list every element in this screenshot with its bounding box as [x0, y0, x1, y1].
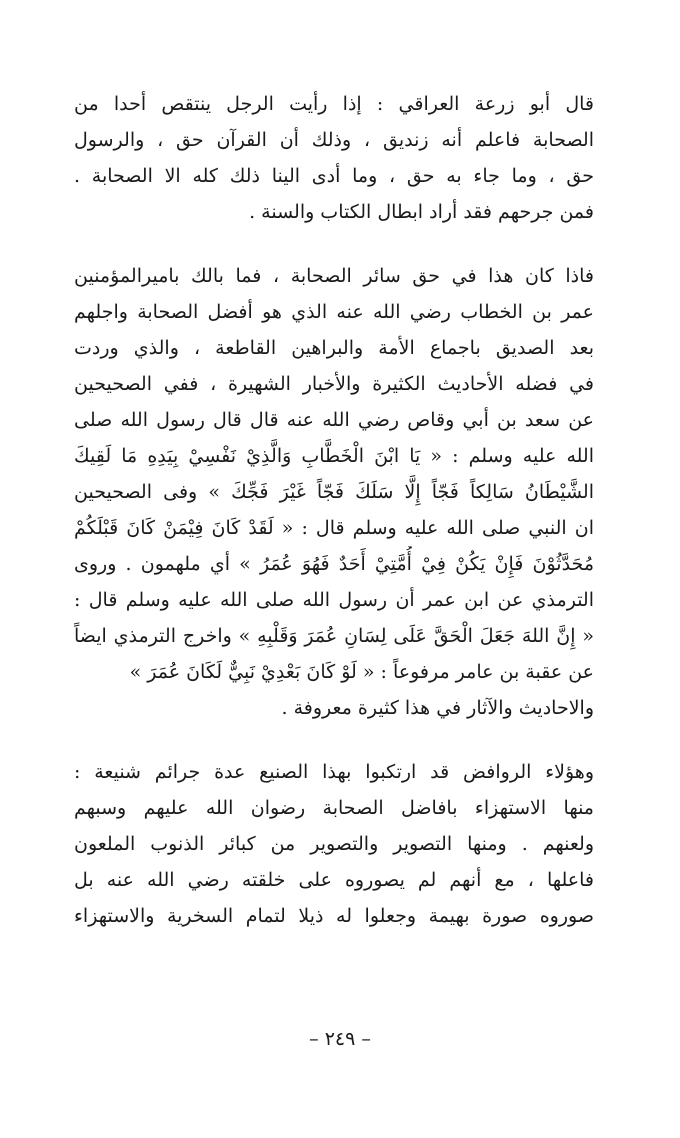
- text-line: في فضله الأحاديث الكثيرة والأخبار الشهيرة ، ففي الصحيحين: [74, 373, 594, 395]
- paragraph-rawafid-crimes: [74, 754, 594, 934]
- text-line: ولعنهم . ومنها التصوير والتصوير من كبائر الذنوب الملعون: [74, 833, 594, 855]
- text-line: قال أبو زرعة العراقي : إذا رأيت الرجل ينتقص أحدا من: [74, 93, 594, 115]
- text-line: منها الاستهزاء بافاضل الصحابة رضوان الله عليهم وسبهم: [74, 797, 594, 819]
- text-line: فاعلها ، مع أنهم لم يصوروه على خلقته رضي الله عنه بل: [74, 869, 594, 891]
- paragraph-abu-zura: [74, 86, 594, 230]
- text-line: عن سعد بن أبي وقاص رضي الله عنه قال قال رسول الله صلى: [74, 409, 594, 431]
- text-line: الترمذي عن ابن عمر أن رسول الله صلى الله عليه وسلم قال :: [74, 589, 594, 611]
- text-line: الشَّيْطَانُ سَالِكاً فَجّاً إِلَّا سَلَكَ فَجّاً غَيْرَ فَجِّكَ » وفى الصحيحين: [74, 481, 594, 503]
- text-line: الله عليه وسلم : « يَا ابْنَ الْخَطَّابِ وَالَّذِيْ نَفْسِيْ بِيَدِهِ مَا لَقِيكَ: [74, 445, 594, 467]
- text-line: عمر بن الخطاب رضي الله عنه الذي هو أفضل الصحابة واجلهم: [74, 301, 594, 323]
- text-line: الصحابة فاعلم أنه زنديق ، وذلك أن القرآن حق ، والرسول: [74, 129, 594, 151]
- document-page: [74, 86, 594, 1086]
- text-line: ان النبي صلى الله عليه وسلم قال : « لَقَدْ كَانَ فِيْمَنْ كَانَ قَبْلَكُمْ: [74, 517, 594, 539]
- paragraph-umar-virtues: [74, 258, 594, 726]
- text-line: بعد الصديق باجماع الأمة والبراهين القاطعة ، والذي وردت: [74, 337, 594, 359]
- text-line: والاحاديث والآثار في هذا كثيرة معروفة .: [281, 697, 594, 719]
- text-line: عن عقبة بن عامر مرفوعاً : « لَوْ كَانَ بَعْدِيْ نَبِيٌّ لَكَانَ عُمَرَ »: [129, 661, 594, 683]
- text-line: وهؤلاء الروافض قد ارتكبوا بهذا الصنيع عدة جرائم شنيعة :: [74, 761, 594, 783]
- text-line: « إِنَّ اللهَ جَعَلَ الْحَقَّ عَلَى لِسَانِ عُمَرَ وَقَلْبِهِ » واخرج الترمذي ايضاً: [74, 625, 594, 647]
- text-line: فاذا كان هذا في حق سائر الصحابة ، فما بالك باميرالمؤمنين: [74, 265, 594, 287]
- text-line: حق ، وما جاء به حق ، وما أدى الينا ذلك كله الا الصحابة .: [74, 165, 594, 187]
- page-number: – ٢٤٩ –: [309, 1028, 371, 1050]
- text-line: صوروه صورة بهيمة وجعلوا له ذيلا لتمام السخرية والاستهزاء: [74, 905, 594, 927]
- text-line: فمن جرحهم فقد أراد ابطال الكتاب والسنة .: [249, 201, 594, 223]
- text-line: مُحَدَّثُوْنَ فَإِنْ يَكُنْ فِيْ أُمَّتِيْ أَحَدٌ فَهُوَ عُمَرُ » أي ملهمون . وروى: [74, 553, 594, 575]
